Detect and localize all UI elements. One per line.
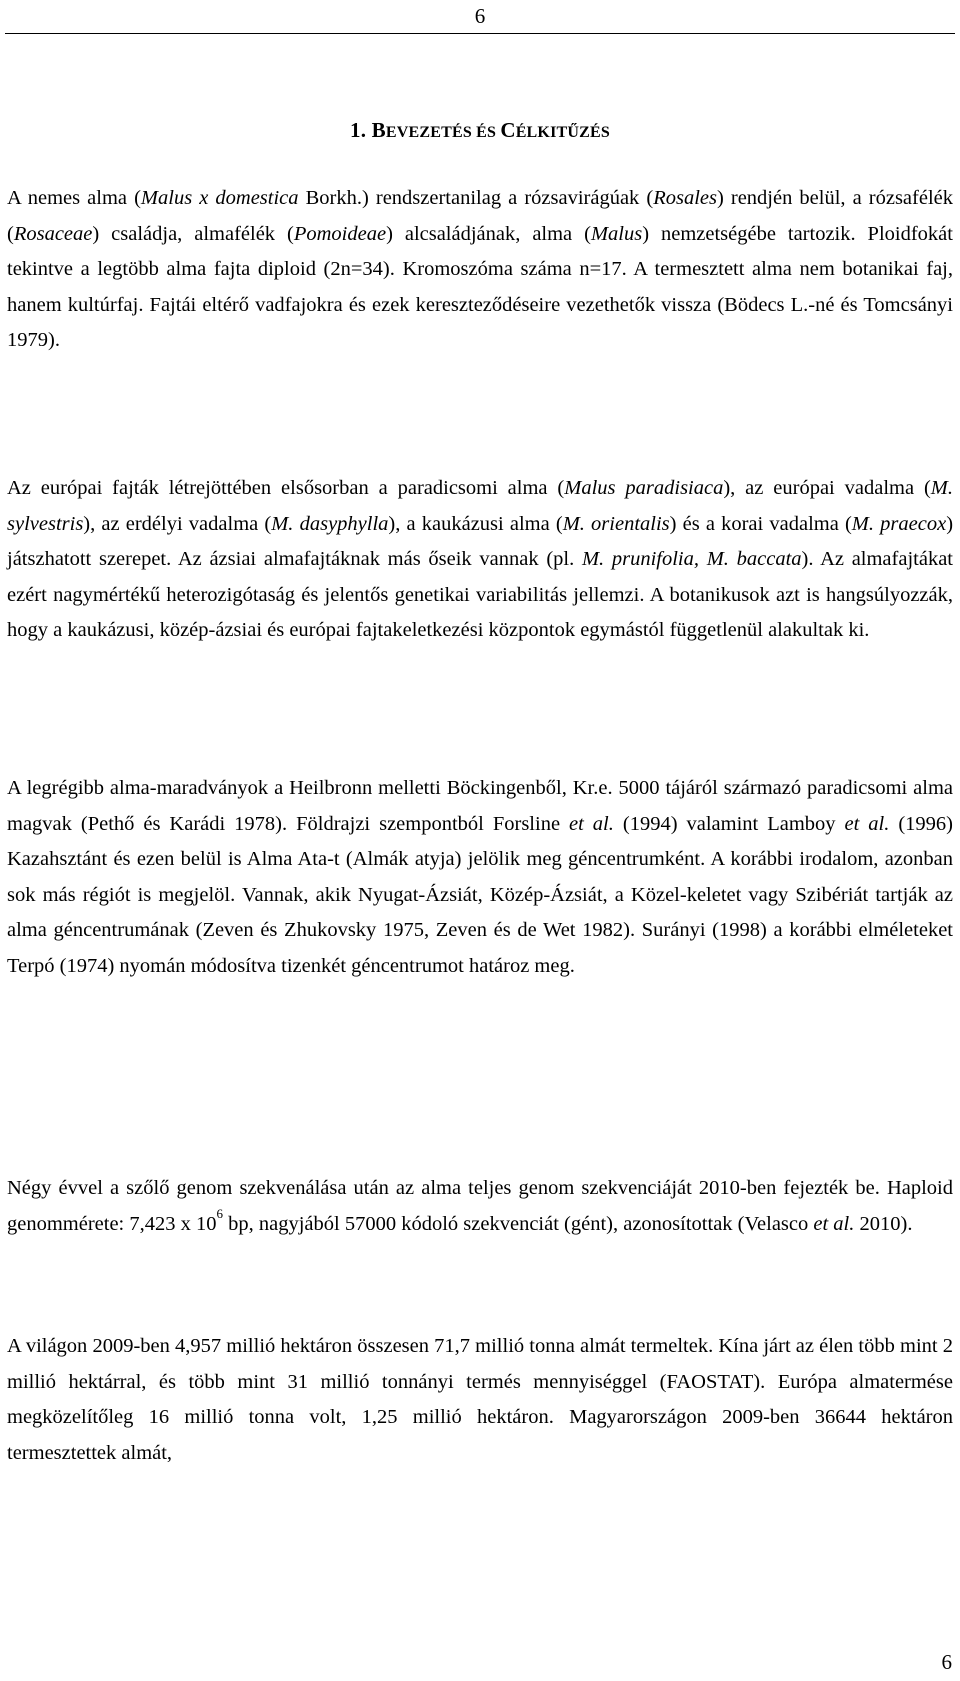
text-run: ). Az almafajtákat ezért nagymértékű heterozigótaság és jelentős genetikai variabilitás jellemzi. A botanikusok azt is hangsúlyozzák, hogy a kaukázusi, közép-ázsiai és európai fajtakeletkezési központok egymástól függetlenül alakultak ki. (7, 548, 953, 641)
text-run: ), az európai vadalma ( (723, 477, 931, 499)
italic-run: M. dasyphylla (271, 512, 389, 535)
heading-initial-b: B (371, 118, 386, 142)
text-run: ) családja, almafélék ( (92, 222, 294, 245)
italic-run: Malus paradisiaca (564, 477, 724, 499)
page-number-top: 6 (474, 4, 486, 28)
italic-run: Malus x domestica (140, 187, 299, 209)
italic-run: M. orientalis (562, 512, 670, 535)
text-run: bp, nagyjából 57000 kódoló szekvenciát (gént), azonosítottak (Velasco (223, 1212, 814, 1235)
text-run: ), a kaukázusi alma ( (388, 512, 563, 535)
heading-smallcaps-1: EVEZETÉS ÉS (385, 124, 501, 141)
text-run: 2010). (854, 1212, 913, 1235)
text-run: Az európai fajták létrejöttében elsősorban a paradicsomi alma ( (7, 477, 565, 499)
italic-run: Pomoideae (293, 222, 387, 245)
text-run: ) alcsaládjának, alma ( (386, 222, 591, 245)
text-run: (1996) Kazahsztánt és ezen belül is Alma Ata-t (Almák atyja) jelölik meg géncentrumként. A korábbi irodalom, azonban sok más régiót is megjelöl. Vannak, akik Nyugat-Ázsiát, Közép-Ázsiát, a Közel-keletet vagy Szibériát tartják az alma géncentrumának (Zeven és Zhukovsky 1975, Zeven és de Wet 1982). Surányi (1998) a korábbi elméleteket Terpó (1974) nyomán módosítva tizenkét géncentrumot határoz meg. (7, 812, 954, 977)
text-run: ) rendjén belül, a rózsafélék ( (7, 187, 953, 245)
heading-smallcaps-2: ÉLKITŰZÉS (515, 124, 610, 141)
heading-initial-c: C (500, 118, 516, 142)
paragraph-gene-center (7, 771, 953, 984)
text-run: Négy évvel a szőlő genom szekvenálása után az alma teljes genom szekvenciáját 2010-ben fejezték be. Haploid genommérete: 7,423 x 10 (7, 1177, 953, 1235)
superscript: 6 (216, 1205, 224, 1221)
italic-run: Malus (590, 222, 643, 245)
section-heading (0, 118, 960, 143)
text-run: (1994) valamint Lamboy (613, 812, 845, 835)
text-run: ) játszhatott szerepet. Az ázsiai almafajtáknak más őseik vannak (pl. (7, 512, 954, 570)
text-run: A legrégibb alma-maradványok a Heilbronn melletti Böckingenből, Kr.e. 5000 tájáról származó paradicsomi alma magvak (Pethő és Karádi 1978). Földrajzi szempontból Forsline (7, 777, 953, 835)
page-number-bottom: 6 (941, 1650, 952, 1674)
italic-run: M. praecox (851, 512, 947, 535)
text-run: A nemes alma ( (7, 187, 141, 209)
italic-run: et al. (813, 1212, 855, 1235)
italic-run: Rosaceae (13, 222, 93, 245)
heading-number: 1. (350, 118, 367, 142)
text-run: A világon 2009-ben 4,957 millió hektáron összesen 71,7 millió tonna almát termeltek. Kína járt az élen több mint 2 millió hektárral, és több mint 31 millió tonnányi termés mennyiséggel (FAOSTAT). Európa almatermése megközelítőleg 16 millió tonna volt, 1,25 millió hektáron. Magyarországon 2009-ben 36644 hektáron termesztettek almát, (7, 1335, 953, 1464)
paragraph-origins (7, 471, 953, 649)
italic-run: M. sylvestris (7, 477, 953, 535)
text-run: ) nemzetségébe tartozik. Ploidfokát tekintve a legtöbb alma fajta diploid (2n=34). Kromoszóma száma n=17. A termesztett alma nem botanikai faj, hanem kultúrfaj. Fajtái eltérő vadfajokra és ezek kereszteződéseire vezethetők vissza (Bödecs L.-né és Tomcsányi 1979). (7, 222, 953, 351)
text-run: ), az erdélyi vadalma ( (83, 512, 272, 535)
text-run: ) és a korai vadalma ( (669, 512, 852, 535)
italic-run: et al. (844, 812, 890, 835)
italic-run: Rosales (653, 187, 717, 209)
header-rule (5, 33, 955, 34)
text-run: Borkh.) rendszertanilag a rózsavirágúak ( (298, 187, 654, 209)
paragraph-production (7, 1329, 953, 1471)
paragraph-genome (7, 1171, 953, 1242)
paragraph-taxonomy (7, 181, 953, 359)
italic-run: et al. (569, 812, 614, 835)
italic-run: M. prunifolia, M. baccata (581, 548, 802, 570)
